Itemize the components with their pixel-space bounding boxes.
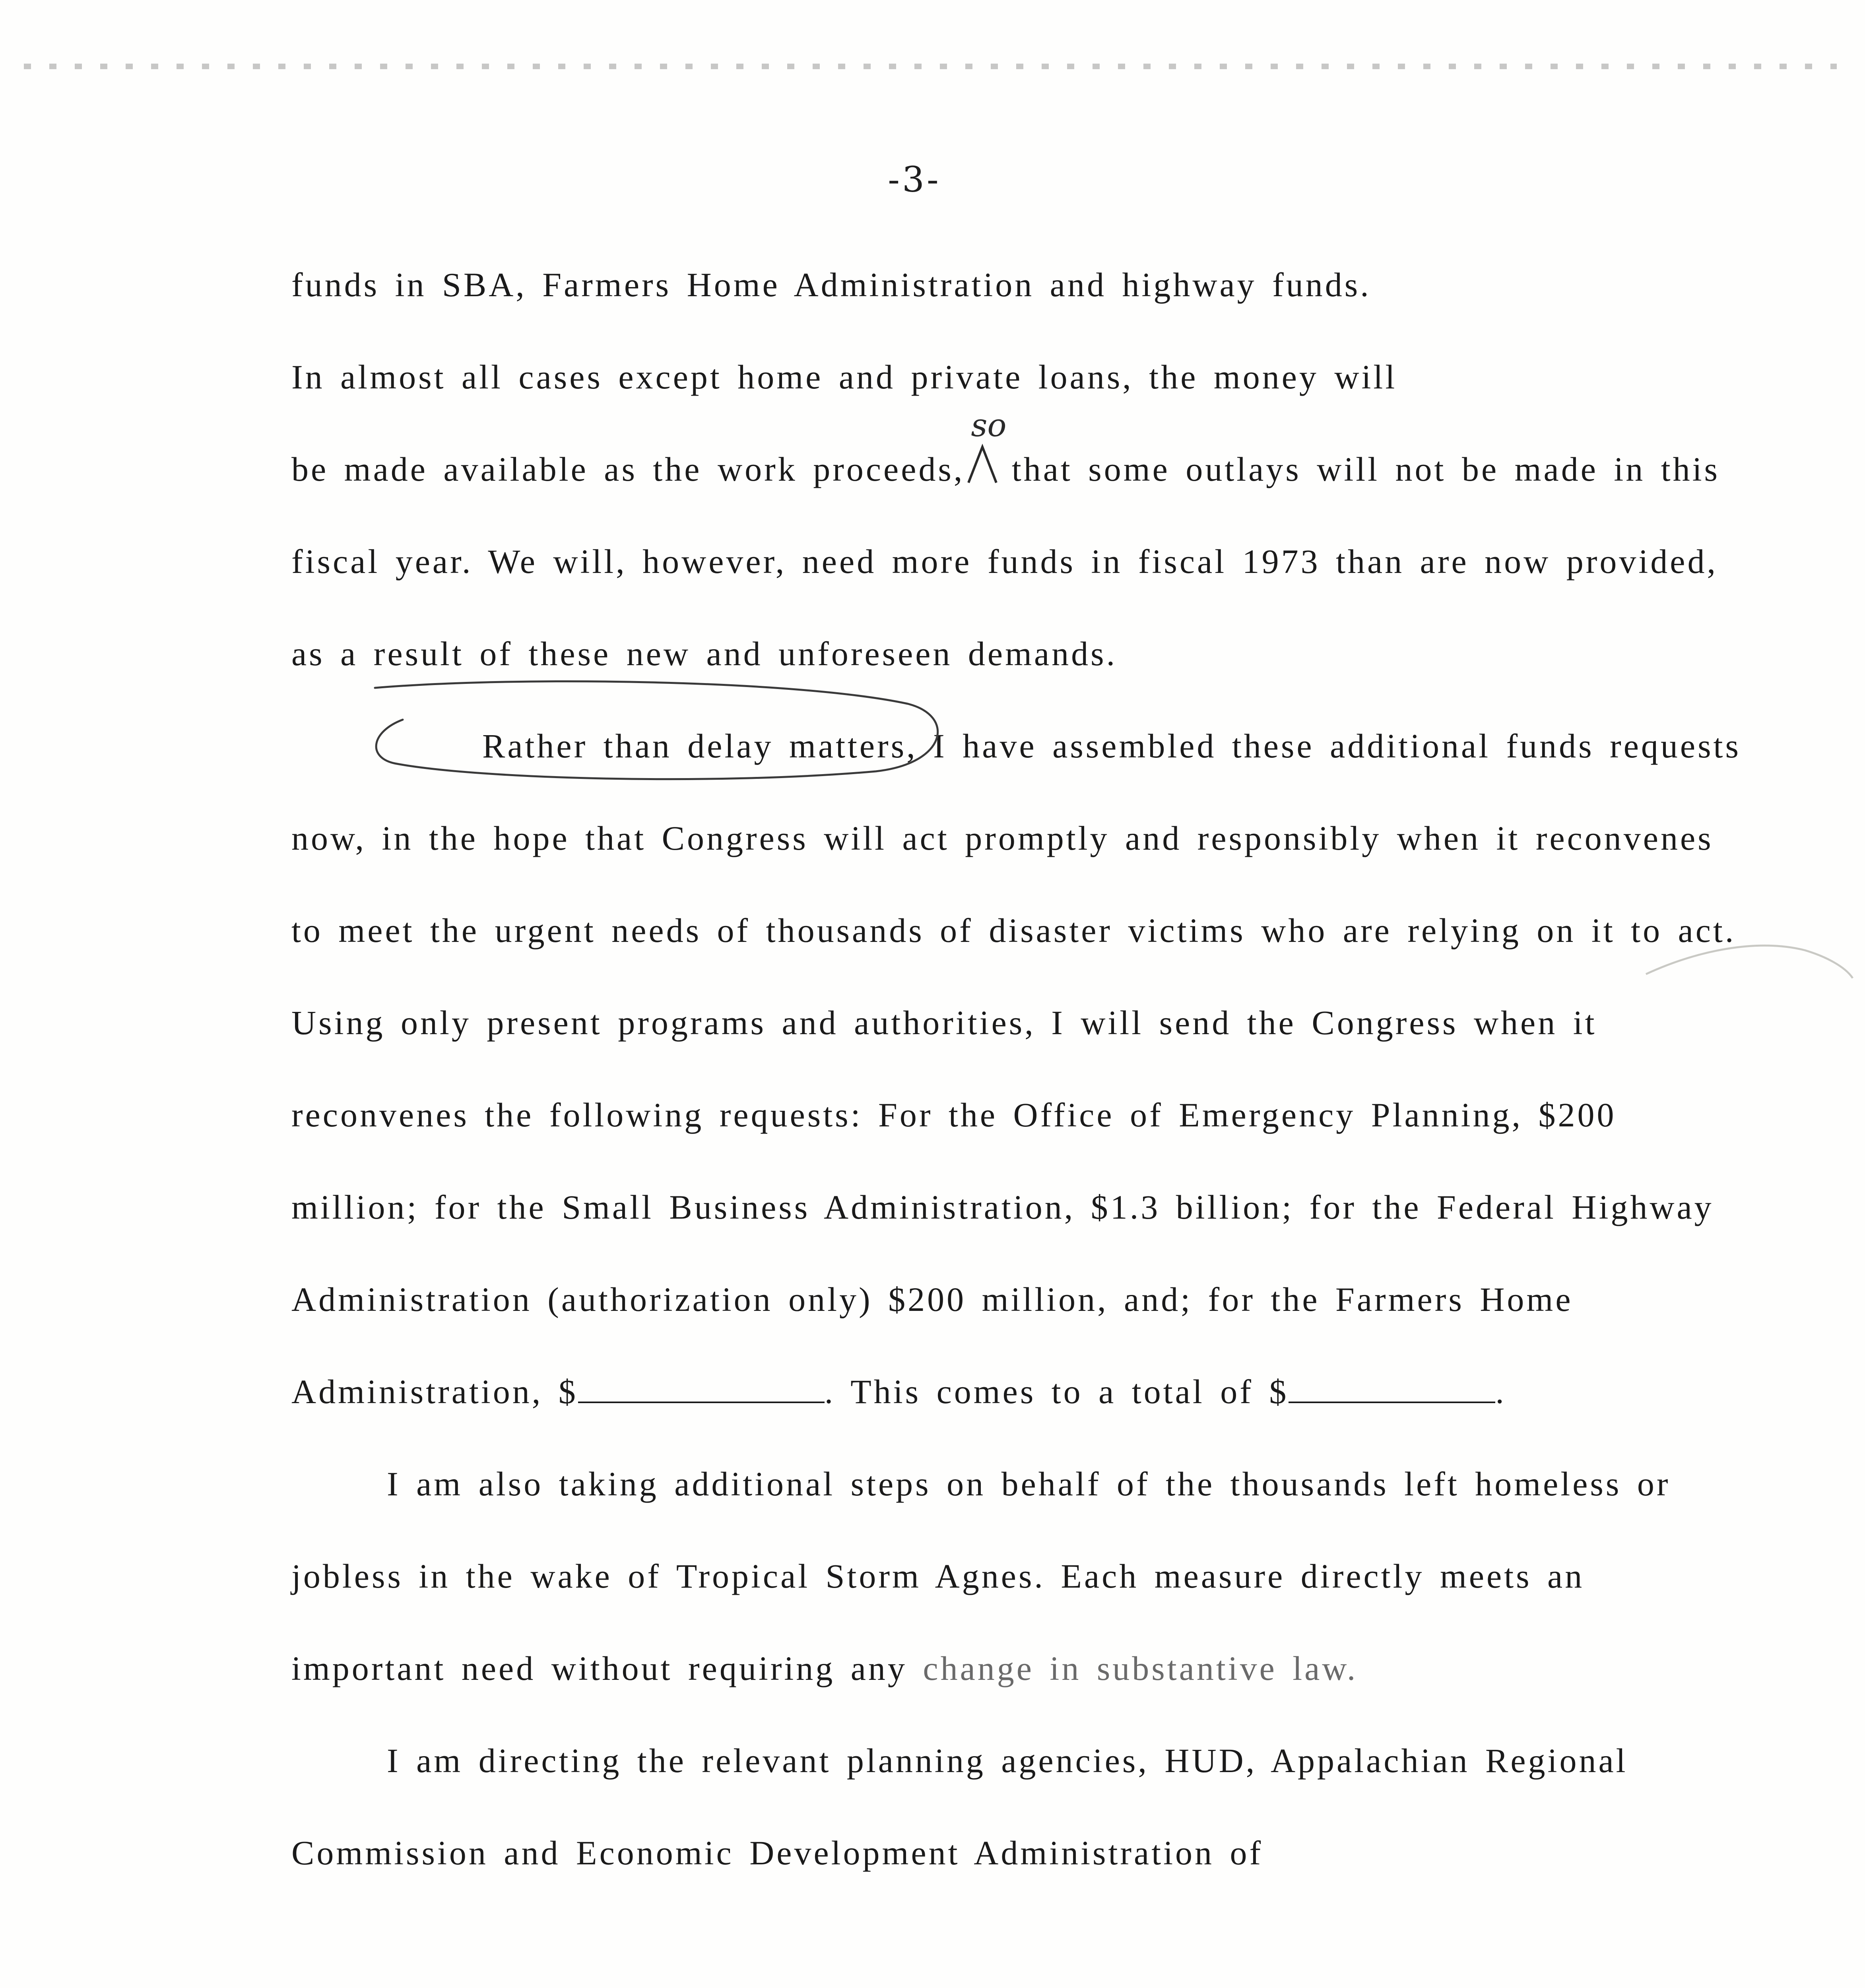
paragraph-2-after-blank-1: . This comes to a total of $	[824, 1373, 1289, 1411]
circled-phrase	[387, 700, 918, 792]
handwritten-so: so	[971, 407, 1007, 444]
paragraph-1-line-3-end: that some outlays will not	[1011, 450, 1446, 488]
scan-top-edge-artifact	[24, 64, 1837, 69]
paragraph-1-line-1: funds in SBA, Farmers Home Administration and highway funds.	[291, 266, 1371, 304]
page-number: -3-	[888, 159, 941, 200]
paragraph-1-line-3-start: be made available as the work proceeds,	[291, 450, 965, 488]
paragraph-4	[291, 1714, 1743, 1899]
paragraph-3-main: I am also taking additional steps on behalf of the thousands left homeless or jobless in the wake of Tropical Storm Agnes. Each measure directly meets an important need without requiring any	[291, 1465, 1671, 1687]
paragraph-4-text: I am directing the relevant planning agencies, HUD, Appalachian Regional Commission and Economic Development Administration of	[291, 1741, 1628, 1872]
paragraph-2	[291, 700, 1743, 1438]
paragraph-1	[291, 239, 1743, 700]
blank-amount-farmers-home	[578, 1378, 825, 1403]
handwritten-insertion	[965, 407, 1012, 515]
circled-phrase-text: Rather than delay matters,	[482, 727, 918, 765]
paragraph-3	[291, 1438, 1743, 1714]
insertion-caret-icon	[965, 439, 1000, 487]
stray-pencil-mark-icon	[1638, 926, 1861, 990]
paragraph-3-faded: change in substantive law.	[923, 1649, 1358, 1687]
document-body	[291, 239, 1743, 1899]
blank-amount-total	[1289, 1378, 1495, 1403]
paragraph-2-rest: I have assembled these additional funds requests now, in the hope that Congress will act promptly and responsibly when it reconvenes to meet the urgent needs of thousands of disaster victims who are relying on it to act. Using only present programs and authorities, I will send the Congress when it reconvenes the following requests: For the Office of Emergency Planning, $200 million; for the Small Business Administration, $1.3 billion; for the Federal Highway Administration (authorization only) $200 million, and; for the Farmers Home Administration, $	[291, 727, 1741, 1411]
paragraph-2-end: .	[1495, 1373, 1506, 1411]
paragraph-1-line-2: In almost all cases except home and private loans, the money will	[291, 358, 1397, 396]
paragraph-1-rest: be made in this fiscal year. We will, however, need more funds in fiscal 1973 than are now provided, as a result of these new and unforeseen demands.	[291, 450, 1720, 673]
